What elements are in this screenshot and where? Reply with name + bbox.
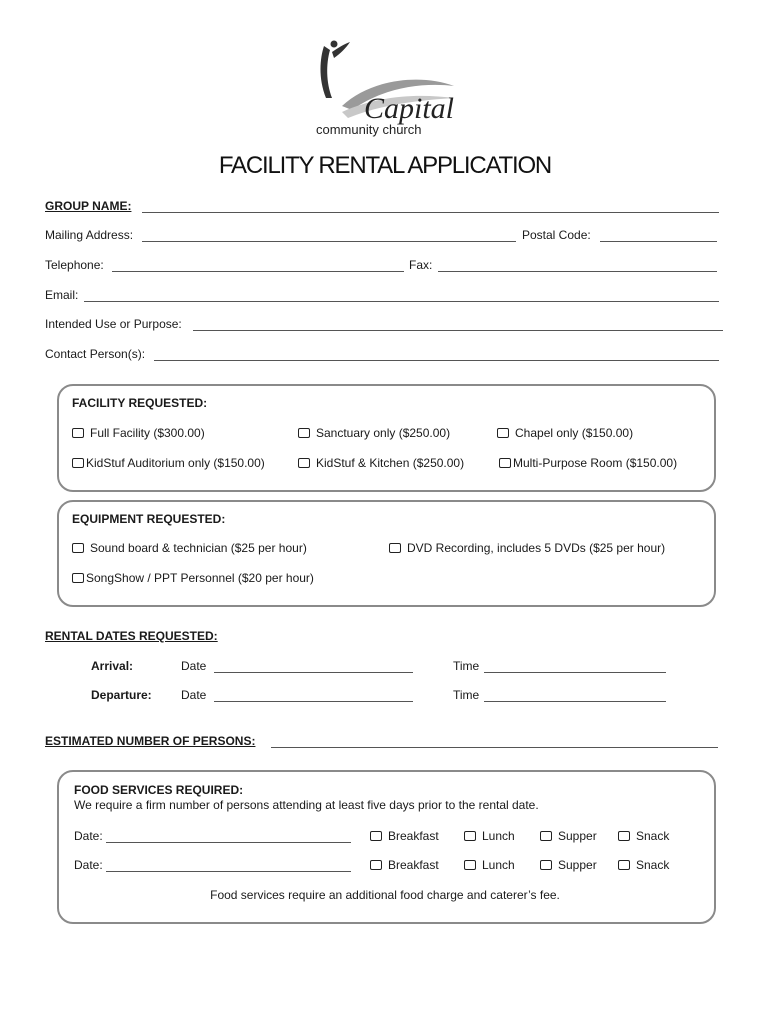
mailing-address-label: Mailing Address: bbox=[45, 228, 134, 242]
intended-use-label: Intended Use or Purpose: bbox=[45, 317, 182, 331]
checkbox-icon[interactable] bbox=[370, 860, 382, 870]
departure-date-line[interactable] bbox=[214, 701, 413, 702]
facility-option-label: Chapel only ($150.00) bbox=[515, 426, 634, 440]
mailing-address-line[interactable] bbox=[142, 241, 516, 242]
arrival-label: Arrival: bbox=[91, 659, 134, 673]
food-date-line[interactable] bbox=[106, 871, 351, 872]
facility-option[interactable] bbox=[499, 456, 677, 470]
food-note: We require a firm number of persons attending at least five days prior to the rental date. bbox=[74, 798, 539, 812]
checkbox-icon[interactable] bbox=[298, 458, 310, 468]
fax-line[interactable] bbox=[438, 271, 717, 272]
logo-subtitle: community church bbox=[316, 122, 422, 137]
meal-option[interactable] bbox=[540, 829, 597, 843]
checkbox-icon[interactable] bbox=[389, 543, 401, 553]
meal-label: Supper bbox=[558, 858, 597, 872]
equipment-option-label: SongShow / PPT Personnel ($20 per hour) bbox=[86, 571, 314, 585]
facility-option[interactable] bbox=[298, 426, 450, 440]
postal-code-label: Postal Code: bbox=[522, 228, 591, 242]
food-heading: FOOD SERVICES REQUIRED: bbox=[74, 783, 244, 797]
contact-person-label: Contact Person(s): bbox=[45, 347, 146, 361]
meal-label: Snack bbox=[636, 858, 670, 872]
meal-label: Breakfast bbox=[388, 858, 439, 872]
arrival-time-label: Time bbox=[453, 659, 480, 673]
checkbox-icon[interactable] bbox=[72, 428, 84, 438]
checkbox-icon[interactable] bbox=[499, 458, 511, 468]
equipment-option[interactable] bbox=[72, 541, 307, 555]
church-logo bbox=[312, 38, 462, 138]
meal-option[interactable] bbox=[618, 829, 669, 843]
equipment-option[interactable] bbox=[72, 571, 314, 585]
facility-option-label: KidStuf Auditorium only ($150.00) bbox=[86, 456, 265, 470]
meal-option[interactable] bbox=[464, 858, 515, 872]
contact-person-line[interactable] bbox=[154, 360, 719, 361]
equipment-heading: EQUIPMENT REQUESTED: bbox=[72, 512, 226, 526]
arrival-time-line[interactable] bbox=[484, 672, 666, 673]
checkbox-icon[interactable] bbox=[540, 831, 552, 841]
intended-use-line[interactable] bbox=[193, 330, 723, 331]
facility-option-label: Full Facility ($300.00) bbox=[90, 426, 205, 440]
departure-date-label: Date bbox=[181, 688, 207, 702]
facility-option-label: KidStuf & Kitchen ($250.00) bbox=[316, 456, 465, 470]
email-line[interactable] bbox=[84, 301, 719, 302]
facility-option-label: Multi-Purpose Room ($150.00) bbox=[513, 456, 678, 470]
meal-label: Supper bbox=[558, 829, 597, 843]
meal-option[interactable] bbox=[618, 858, 669, 872]
meal-option[interactable] bbox=[370, 858, 439, 872]
checkbox-icon[interactable] bbox=[618, 860, 630, 870]
form-title: FACILITY RENTAL APPLICATION bbox=[218, 152, 552, 179]
meal-label: Lunch bbox=[482, 829, 515, 843]
meal-label: Lunch bbox=[482, 858, 515, 872]
departure-time-label: Time bbox=[453, 688, 480, 702]
telephone-line[interactable] bbox=[112, 271, 404, 272]
rental-dates-heading: RENTAL DATES REQUESTED: bbox=[45, 629, 218, 643]
checkbox-icon[interactable] bbox=[540, 860, 552, 870]
food-date-line[interactable] bbox=[106, 842, 351, 843]
checkbox-icon[interactable] bbox=[370, 831, 382, 841]
checkbox-icon[interactable] bbox=[72, 458, 84, 468]
arrival-date-line[interactable] bbox=[214, 672, 413, 673]
facility-option[interactable] bbox=[72, 456, 265, 470]
equipment-option-label: DVD Recording, includes 5 DVDs ($25 per hour) bbox=[407, 541, 666, 555]
food-date-label: Date: bbox=[74, 858, 103, 872]
persons-heading: ESTIMATED NUMBER OF PERSONS: bbox=[45, 734, 256, 748]
logo-name: Capital bbox=[364, 92, 455, 125]
facility-heading: FACILITY REQUESTED: bbox=[72, 396, 208, 410]
facility-option[interactable] bbox=[72, 426, 205, 440]
email-label: Email: bbox=[45, 288, 79, 302]
checkbox-icon[interactable] bbox=[72, 573, 84, 583]
checkbox-icon[interactable] bbox=[298, 428, 310, 438]
checkbox-icon[interactable] bbox=[618, 831, 630, 841]
postal-code-line[interactable] bbox=[600, 241, 717, 242]
checkbox-icon[interactable] bbox=[72, 543, 84, 553]
group-name-line[interactable] bbox=[142, 212, 719, 213]
food-footer: Food services require an additional food charge and caterer’s fee. bbox=[210, 888, 560, 902]
checkbox-icon[interactable] bbox=[497, 428, 509, 438]
persons-line[interactable] bbox=[271, 747, 718, 748]
facility-option[interactable] bbox=[497, 426, 633, 440]
facility-option[interactable] bbox=[298, 456, 464, 470]
checkbox-icon[interactable] bbox=[464, 860, 476, 870]
group-name-label: GROUP NAME: bbox=[45, 199, 132, 213]
equipment-option[interactable] bbox=[389, 541, 665, 555]
telephone-label: Telephone: bbox=[45, 258, 104, 272]
departure-time-line[interactable] bbox=[484, 701, 666, 702]
meal-label: Breakfast bbox=[388, 829, 439, 843]
arrival-date-label: Date bbox=[181, 659, 207, 673]
meal-option[interactable] bbox=[540, 858, 597, 872]
meal-option[interactable] bbox=[464, 829, 515, 843]
facility-option-label: Sanctuary only ($250.00) bbox=[316, 426, 451, 440]
food-date-label: Date: bbox=[74, 829, 103, 843]
fax-label: Fax: bbox=[409, 258, 433, 272]
meal-label: Snack bbox=[636, 829, 670, 843]
meal-option[interactable] bbox=[370, 829, 439, 843]
departure-label: Departure: bbox=[91, 688, 152, 702]
equipment-option-label: Sound board & technician ($25 per hour) bbox=[90, 541, 307, 555]
checkbox-icon[interactable] bbox=[464, 831, 476, 841]
